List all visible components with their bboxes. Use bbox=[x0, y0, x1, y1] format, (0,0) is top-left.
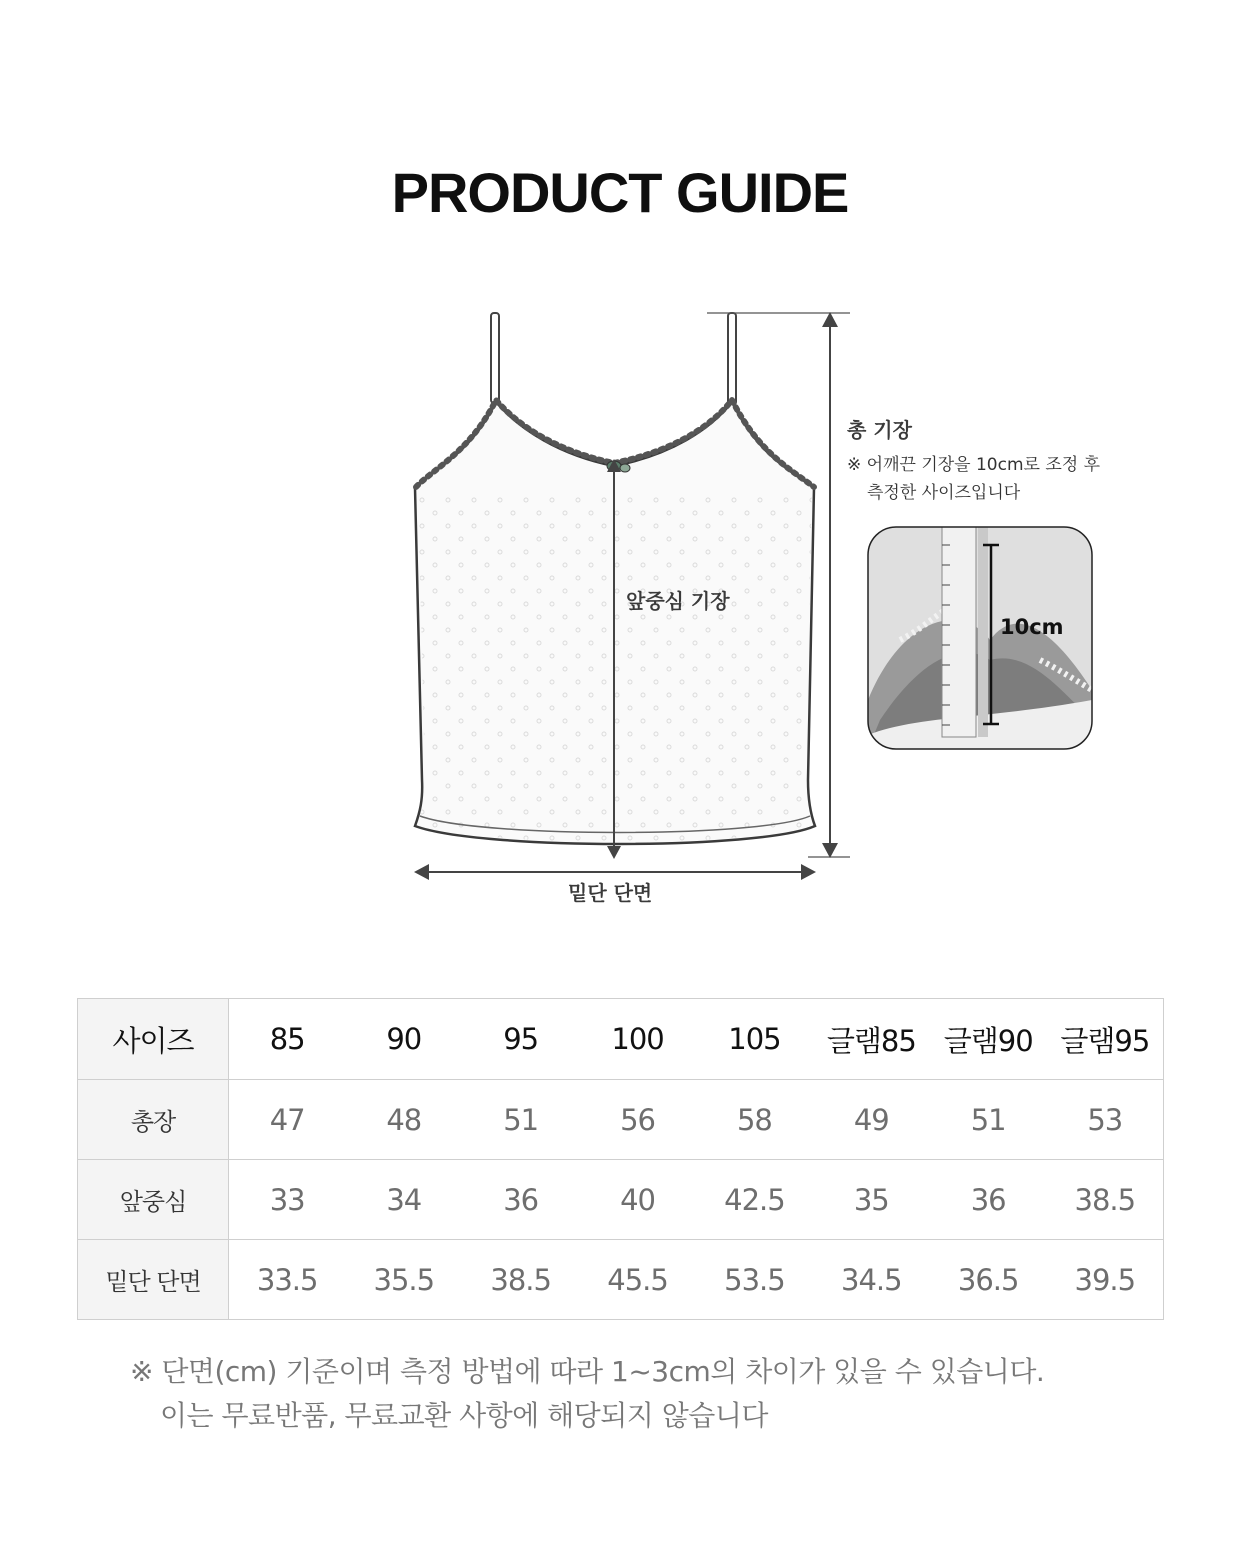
table-cell: 40 bbox=[579, 1160, 696, 1240]
table-cell: 49 bbox=[813, 1080, 930, 1160]
table-cell: 42.5 bbox=[696, 1160, 813, 1240]
size-85-header: 85 bbox=[229, 999, 346, 1080]
table-cell: 45.5 bbox=[579, 1240, 696, 1320]
size-column-header: 사이즈 bbox=[78, 999, 229, 1080]
size-100-header: 100 bbox=[579, 999, 696, 1080]
straps bbox=[491, 313, 736, 405]
table-cell: 35 bbox=[813, 1160, 930, 1240]
row-label: 앞중심 bbox=[78, 1160, 229, 1240]
table-cell: 51 bbox=[462, 1080, 579, 1160]
size-table-header-row bbox=[78, 999, 1164, 1080]
total-length-note-line2: 측정한 사이즈입니다 bbox=[867, 483, 1021, 503]
table-row-total-length bbox=[78, 1080, 1164, 1160]
hem-width-arrow bbox=[414, 864, 816, 880]
table-cell: 56 bbox=[579, 1080, 696, 1160]
table-cell: 36 bbox=[930, 1160, 1047, 1240]
table-cell: 48 bbox=[345, 1080, 462, 1160]
notes-line-1: ※ 단면(cm) 기준이며 측정 방법에 따라 1~3cm의 차이가 있을 수 있습니다. bbox=[130, 1355, 1045, 1388]
size-105-header: 105 bbox=[696, 999, 813, 1080]
table-cell: 34 bbox=[345, 1160, 462, 1240]
table-row-hem-width bbox=[78, 1240, 1164, 1320]
table-cell: 53 bbox=[1047, 1080, 1164, 1160]
notes-line-2: 이는 무료반품, 무료교환 사항에 해당되지 않습니다 bbox=[160, 1399, 768, 1432]
size-95-header: 95 bbox=[462, 999, 579, 1080]
table-cell: 35.5 bbox=[345, 1240, 462, 1320]
total-length-note-line1: ※ 어깨끈 기장을 10cm로 조정 후 bbox=[847, 455, 1101, 475]
size-glam85-header: 글램85 bbox=[813, 999, 930, 1080]
table-cell: 33 bbox=[229, 1160, 346, 1240]
table-row-front-center bbox=[78, 1160, 1164, 1240]
size-90-header: 90 bbox=[345, 999, 462, 1080]
table-cell: 33.5 bbox=[229, 1240, 346, 1320]
strap-measure-label: 10cm bbox=[1000, 615, 1064, 639]
table-cell: 34.5 bbox=[813, 1240, 930, 1320]
size-table bbox=[77, 998, 1164, 1320]
table-cell: 36.5 bbox=[930, 1240, 1047, 1320]
hem-width-label: 밑단 단면 bbox=[568, 881, 653, 905]
row-label: 밑단 단면 bbox=[78, 1240, 229, 1320]
measurement-notes bbox=[130, 1350, 1044, 1438]
size-glam95-header: 글램95 bbox=[1047, 999, 1164, 1080]
front-center-label: 앞중심 기장 bbox=[626, 589, 730, 613]
table-cell: 51 bbox=[930, 1080, 1047, 1160]
size-glam90-header: 글램90 bbox=[930, 999, 1047, 1080]
table-cell: 47 bbox=[229, 1080, 346, 1160]
table-cell: 36 bbox=[462, 1160, 579, 1240]
row-label: 총장 bbox=[78, 1080, 229, 1160]
table-cell: 58 bbox=[696, 1080, 813, 1160]
table-cell: 39.5 bbox=[1047, 1240, 1164, 1320]
table-cell: 38.5 bbox=[462, 1240, 579, 1320]
table-cell: 53.5 bbox=[696, 1240, 813, 1320]
total-length-label: 총 기장 bbox=[847, 418, 912, 442]
table-cell: 38.5 bbox=[1047, 1160, 1164, 1240]
page-title: PRODUCT GUIDE bbox=[391, 161, 849, 224]
